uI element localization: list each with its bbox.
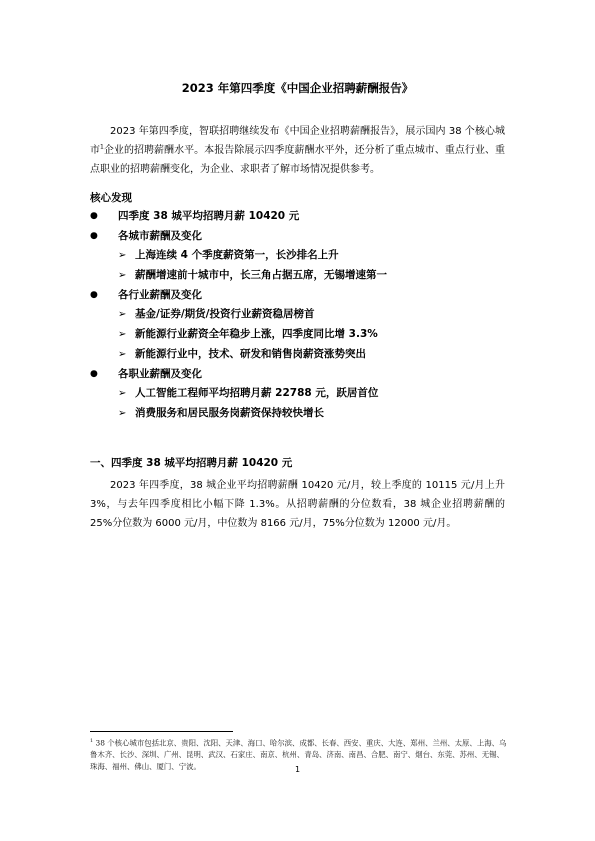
bullet-icon: ● (90, 289, 98, 300)
sub-finding-text: 薪酬增速前十城市中，长三角占据五席，无锡增速第一 (135, 269, 387, 282)
sub-finding-text: 消费服务和居民服务岗薪资保持较快增长 (135, 406, 324, 419)
section-heading: 一、四季度 38 城平均招聘月薪 10420 元 (90, 457, 293, 469)
finding-item (90, 365, 510, 385)
finding-text: 各行业薪酬及变化 (118, 288, 202, 301)
footnote-mark: 1 (90, 738, 94, 744)
footnote-reference: 1 (100, 143, 104, 151)
sub-finding-item (90, 246, 510, 266)
intro-text-start: 2023 年第四季度，智联招聘继续发布《中国企业招聘薪酬报告》，展示国内 38 个核心城市 (90, 126, 505, 156)
arrow-bullet-icon: ➢ (118, 270, 127, 282)
sub-finding-text: 新能源行业薪资全年稳步上涨，四季度同比增 3.3% (135, 328, 378, 341)
key-findings-list (90, 207, 510, 424)
intro-text-end: 企业的招聘薪酬水平。本报告除展示四季度薪酬水平外，还分析了重点城市、重点行业、重点职业的招聘薪酬变化，为企业、求职者了解市场情况提供参考。 (90, 145, 506, 175)
key-findings-label: 核心发现 (90, 192, 132, 204)
sub-finding-item (90, 266, 510, 286)
arrow-bullet-icon: ➢ (118, 309, 127, 321)
finding-text: 各城市薪酬及变化 (118, 229, 202, 242)
sub-finding-text: 人工智能工程师平均招聘月薪 22788 元，跃居首位 (135, 387, 379, 400)
finding-item (90, 207, 510, 227)
bullet-icon: ● (90, 368, 98, 379)
page-number: 1 (294, 765, 301, 774)
report-title: 2023 年第四季度《中国企业招聘薪酬报告》 (181, 81, 414, 95)
sub-finding-item (90, 345, 510, 365)
arrow-bullet-icon: ➢ (118, 250, 127, 262)
footnote-text: 38 个核心城市包括北京、贵阳、沈阳、天津、海口、哈尔滨、成都、长春、西安、重庆、大连、郑州、兰州、太原、上海、乌鲁木齐、长沙、深圳、广州、昆明、武汉、石家庄、南京、杭州、青岛、济南、南昌、合肥、南宁、烟台、东莞、苏州、无锡、珠海、福州、佛山、厦门、宁波。 (90, 738, 507, 772)
finding-text: 四季度 38 城平均招聘月薪 10420 元 (118, 210, 300, 222)
arrow-bullet-icon: ➢ (118, 388, 127, 400)
arrow-bullet-icon: ➢ (118, 407, 127, 419)
finding-item (90, 227, 510, 247)
sub-finding-item (90, 404, 510, 424)
intro-paragraph (90, 122, 505, 179)
footnote-divider (90, 731, 233, 732)
arrow-bullet-icon: ➢ (118, 329, 127, 341)
finding-item (90, 286, 510, 306)
bullet-icon: ● (90, 230, 98, 241)
sub-finding-text: 上海连续 4 个季度薪资第一，长沙排名上升 (135, 249, 339, 262)
sub-finding-item (90, 325, 510, 345)
sub-finding-text: 新能源行业中，技术、研发和销售岗薪资涨势突出 (135, 347, 366, 360)
finding-text: 各职业薪酬及变化 (118, 367, 202, 380)
sub-finding-item (90, 384, 510, 404)
bullet-icon: ● (90, 211, 98, 221)
arrow-bullet-icon: ➢ (118, 348, 127, 360)
sub-finding-item (90, 305, 510, 325)
sub-finding-text: 基金/证券/期货/投资行业薪资稳居榜首 (135, 308, 315, 321)
section-body: 2023 年四季度，38 城企业平均招聘薪酬 10420 元/月，较上季度的 10115 元/月上升 3%，与去年四季度相比小幅下降 1.3%。从招聘薪酬的分位数看，38 城企业招聘薪酬的 25%分位数为 6000 元/月，中位数为 8166 元/月，75%分位数为 12000 元/月。 (90, 480, 505, 529)
